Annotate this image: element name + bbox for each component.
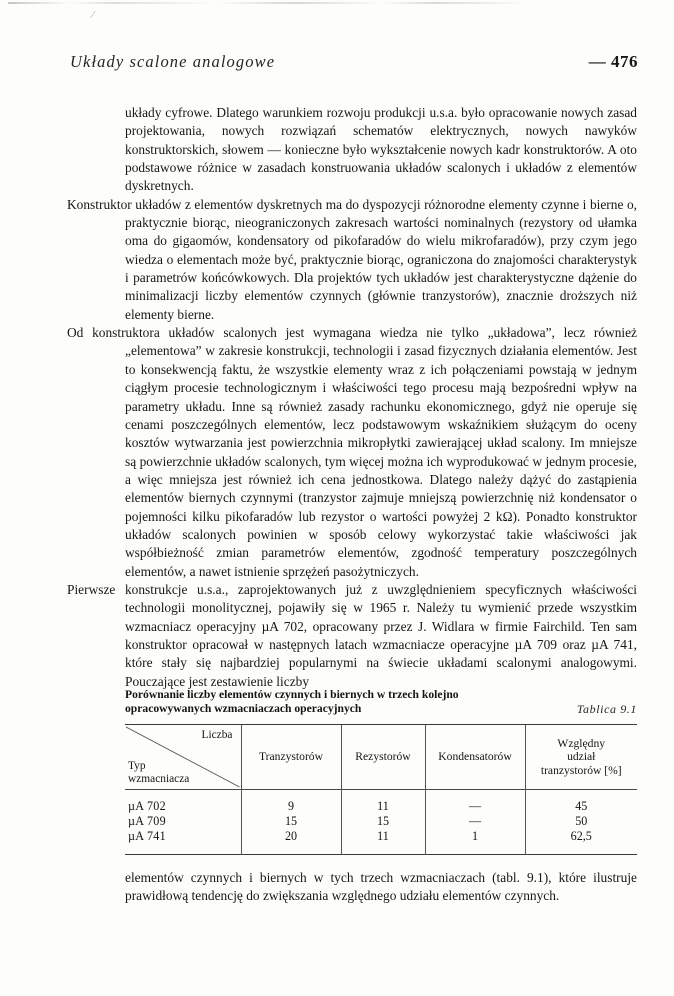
cell-rezystorow: 11	[341, 829, 425, 844]
cell-rezystorow: 15	[341, 814, 425, 829]
table-row	[125, 829, 637, 844]
page-number: — 476	[588, 52, 638, 71]
corner-label-typ-line1: Typ	[128, 760, 146, 772]
cell-wzgledny: 50	[525, 814, 637, 829]
paragraph-2: Konstruktor układów z elementów dyskretnych ma do dyspozycji różnorodne elementy czynne i bierne o, praktycznie biorąc, nieograniczonych zakresach wartości nominalnych (rezystory od ułamka oma do gigaomów, kondensatory od pikofaradów do wielu mikrofaradów), przy czym jego wiedza o elementach może być, praktycznie biorąc, ograniczona do znajomości charakterystyk i parametrów końcówkowych. Dla projektów tych układów jest charakterystyczne dążenie do minimalizacji liczby elementów czynnych (głównie tranzystorów), znacznie droższych niż elementy bierne.	[67, 196, 637, 322]
table-number: Tablica 9.1	[576, 702, 637, 716]
table-spacer-bottom	[125, 845, 637, 855]
closing-text	[125, 869, 637, 906]
paragraph-1: układy cyfrowe. Dlatego warunkiem rozwoju produkcji u.s.a. było opracowanie nowych zasad projektowania, nowych rozwiązań schematów elektrycznych, nowych nawyków konstruktorskich, słowem — konieczne było wykształcenie nowych kadr konstruktorów. A oto podstawowe różnice w zasadach konstruowania układów scalonych i układów z elementów dyskretnych.	[125, 105, 637, 194]
column-header-line1: Względny	[557, 736, 606, 750]
column-header-wzgledny-udzial	[525, 725, 637, 790]
cell-wzgledny: 45	[525, 799, 637, 814]
cell-tranzystorow: 15	[241, 814, 341, 829]
cell-kondensatorow: 1	[425, 829, 525, 844]
corner-label-liczba: Liczba	[201, 729, 233, 741]
body-text	[67, 104, 637, 691]
running-head-title: Układy scalone analogowe	[70, 52, 276, 71]
paragraph-3: Od konstruktora układów scalonych jest wymagana wiedza nie tylko „układowa”, lecz również „elementowa” w zakresie konstrukcji, technologii i zasad fizycznych działania elementów. Jest to konsekwencją faktu, że wszystkie elementy wraz z ich połączeniami powstają w jednym ciągłym procesie technologicznym i właściwości tego procesu mają bezpośredni wpływ na parametry układu. Inne są również zasady rachunku ekonomicznego, gdyż nie operuje się cenami poszczególnych elementów, lecz podstawowym wskaźnikiem służącym do oceny kosztów wytwarzania jest powierzchnia mikropłytki zawierającej układ scalony. Im mniejsze są powierzchnie układów scalonych, tym więcej można ich wyprodukować w jednym procesie, a więc mniejsza jest również ich cena jednostkowa. Dlatego należy dążyć do zastąpienia elementów biernych czynnymi (tranzystor zajmuje mniejszą powierzchnię niż kondensator o pojemności kilku pikofaradów lub rezystor o wartości powyżej 2 kΩ). Ponadto konstruktor układów scalonych powinien w sposób celowy wykorzystać takie właściwości jak współbieżność zmian parametrów elementów, zgodność temperatury poszczególnych elementów, a nawet istnienie sprzężeń pasożytniczych.	[67, 325, 637, 579]
scan-artifact-mark: ⁄	[92, 10, 94, 21]
table-header-row	[125, 725, 637, 790]
table-spacer-top	[125, 790, 637, 799]
corner-label-typ-line2: wzmacniacza	[128, 773, 190, 785]
table-row	[125, 799, 637, 814]
table-rule-bottom	[125, 854, 637, 855]
cell-wzgledny: 62,5	[525, 829, 637, 844]
column-header-line3: tranzystorów [%]	[540, 763, 622, 777]
table-row	[125, 814, 637, 829]
comparison-table	[125, 724, 637, 855]
table-corner-cell	[125, 725, 241, 790]
cell-type: µA 709	[128, 814, 166, 829]
running-head	[70, 52, 638, 72]
cell-kondensatorow: —	[425, 814, 525, 829]
table-caption	[125, 688, 637, 717]
table-caption-text: Porównanie liczby elementów czynnych i biernych w trzech kolejno opracowywanych wzmacniaczach operacyjnych	[125, 688, 459, 716]
paragraph-4: Pierwsze konstrukcje u.s.a., zaprojektowanych już z uwzględnieniem specyficznych właściwości technologii monolitycznej, pojawiły się w 1965 r. Należy tu wymienić przede wszystkim wzmacniacz operacyjny µA 702, opracowany przez J. Widlara w firmie Fairchild. Ten sam konstruktor opracował w następnych latach wzmacniacze operacyjne µA 709 oraz µA 741, które stały się najbardziej popularnymi na świecie układami scalonymi analogowymi. Pouczające jest zestawienie liczby	[67, 581, 637, 689]
paragraph-closing: elementów czynnych i biernych w tych trzech wzmacniaczach (tabl. 9.1), które ilustruje prawidłową tendencję do zwiększania względnego udziału elementów czynnych.	[125, 870, 637, 904]
cell-type: µA 702	[128, 799, 166, 814]
cell-kondensatorow: —	[425, 799, 525, 814]
corner-label-typ	[128, 760, 189, 786]
column-header-tranzystorow: Tranzystorów	[241, 725, 341, 790]
cell-type: µA 741	[128, 829, 166, 844]
cell-rezystorow: 11	[341, 799, 425, 814]
cell-tranzystorow: 20	[241, 829, 341, 844]
scan-artifact-edge	[8, 2, 528, 4]
column-header-line2: udział	[567, 750, 596, 764]
column-header-rezystorow: Rezystorów	[341, 725, 425, 790]
cell-tranzystorow: 9	[241, 799, 341, 814]
table-block	[125, 688, 637, 855]
column-header-kondensatorow: Kondensatorów	[425, 725, 525, 790]
